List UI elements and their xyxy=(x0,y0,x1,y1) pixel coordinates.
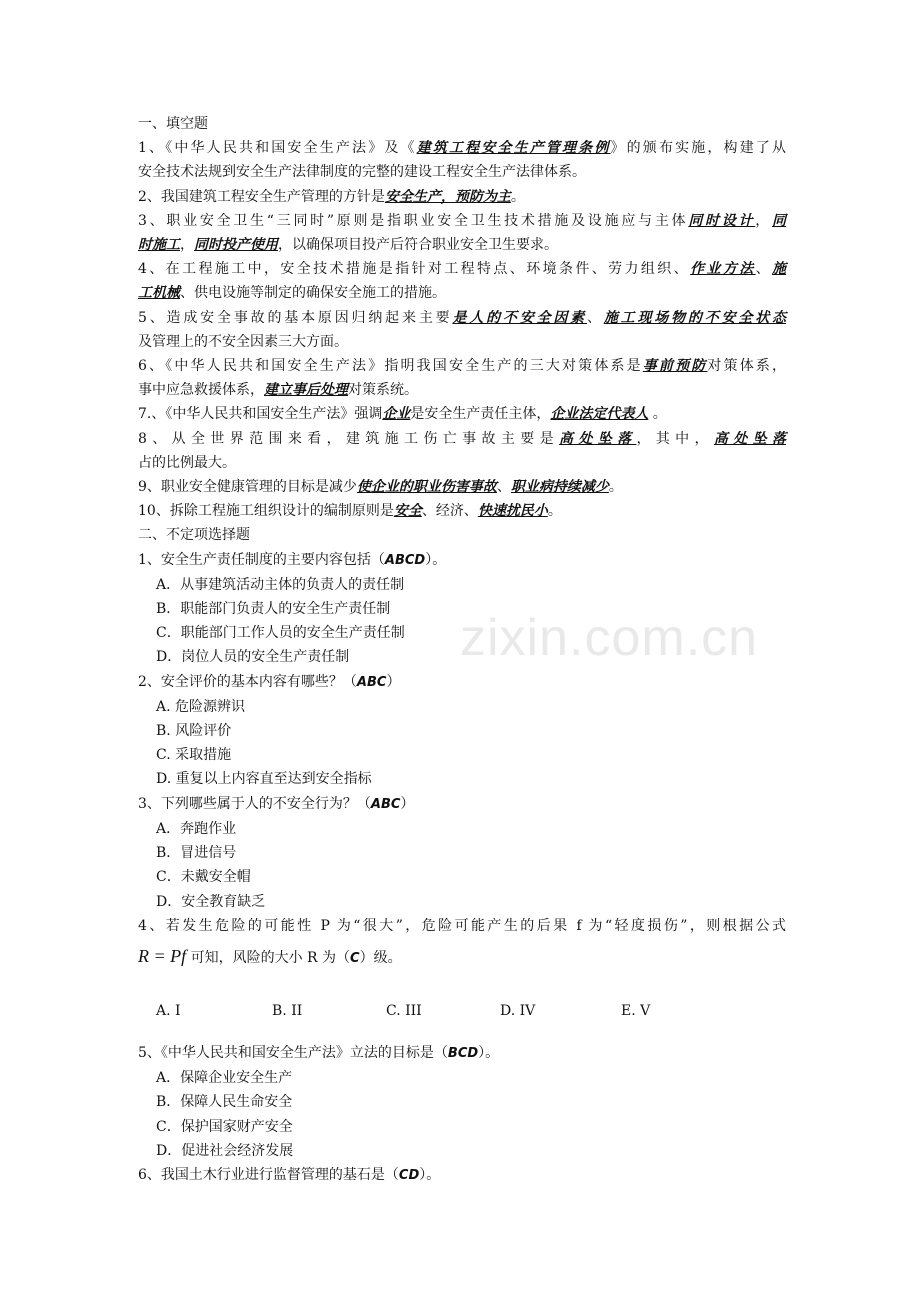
text: ）。 xyxy=(478,1044,500,1061)
text: 6、我国土木行业进行监督管理的基石是（ xyxy=(138,1166,399,1183)
section-title-multiple-choice: 二、不定项选择题 xyxy=(138,527,250,544)
text: 3、职业安全卫生“三同时”原则是指职业安全卫生技术措施及设施应与主体 xyxy=(138,212,689,229)
text: 、 xyxy=(755,261,773,278)
text: ， xyxy=(180,237,194,254)
option-item: B. 风险评价 xyxy=(156,723,232,740)
option-item: C．保护国家财产安全 xyxy=(156,1118,293,1135)
fill-question-3-cont xyxy=(138,233,786,257)
fill-question-2 xyxy=(138,185,786,209)
text: 、 xyxy=(587,309,604,326)
choice-question-4-cont xyxy=(138,938,786,977)
option-item: A．保障企业安全生产 xyxy=(156,1070,293,1087)
text: 对策系统。 xyxy=(348,382,418,399)
text: 1、《中华人民共和国安全生产法》及《 xyxy=(138,140,417,157)
fill-question-9 xyxy=(138,475,786,499)
option-item: D．岗位人员的安全生产责任制 xyxy=(156,649,350,666)
answer: 安全 xyxy=(393,503,422,520)
text: 。 xyxy=(547,503,562,520)
answer: C xyxy=(350,950,360,966)
fill-question-6 xyxy=(138,354,786,378)
text: 、 xyxy=(496,479,511,496)
text: 3、下列哪些属于人的不安全行为？（ xyxy=(138,795,371,812)
option-item: B．冒进信号 xyxy=(156,845,237,862)
text: ） xyxy=(386,673,401,690)
fill-question-7 xyxy=(138,402,786,426)
choice-question-6 xyxy=(138,1163,786,1188)
text: 4、在工程施工中，安全技术措施是指针对工程特点、环境条件、劳力组织、 xyxy=(138,261,691,278)
option-item: A．奔跑作业 xyxy=(156,820,237,837)
option-item: D．安全教育缺乏 xyxy=(156,893,266,910)
text: 、供电设施等制定的确保安全施工的措施。 xyxy=(180,285,446,302)
option-item: C. 采取措施 xyxy=(156,747,232,764)
text: 》的颁布实施，构建了从 xyxy=(610,140,787,157)
fill-question-4-cont xyxy=(138,281,786,305)
text: ）。 xyxy=(419,1166,441,1183)
text: 8、从全世界范围来看，建筑施工伤亡事故主要是 xyxy=(138,430,559,447)
choice-question-1 xyxy=(138,548,786,573)
text: 1、安全生产责任制度的主要内容包括（ xyxy=(138,551,385,568)
text: 5、《中华人民共和国安全生产法》立法的目标是（ xyxy=(138,1044,448,1061)
text: ，其中， xyxy=(636,430,714,447)
text: ）级。 xyxy=(359,949,402,966)
document-page xyxy=(138,112,786,1188)
fill-question-1-cont: 安全技术法规到安全生产法律制度的完整的建设工程安全生产法律体系。 xyxy=(138,164,586,181)
text: 、经济、 xyxy=(421,503,478,520)
answer: 高处坠落 xyxy=(558,430,637,447)
answer: ABCD xyxy=(384,552,426,568)
choice-question-2 xyxy=(138,670,786,695)
fill-question-1 xyxy=(138,136,786,160)
answer: ABC xyxy=(356,674,387,690)
text: ） xyxy=(400,795,415,812)
choice-row xyxy=(138,999,786,1023)
text: 是安全生产责任主体， xyxy=(410,406,551,423)
text: ）。 xyxy=(425,551,447,568)
text: 。 xyxy=(510,188,525,205)
spacer xyxy=(138,1023,786,1041)
option-item: A. I xyxy=(156,1002,181,1019)
text: 5、造成安全事故的基本原因归纳起来主要 xyxy=(138,309,453,326)
answer: ABC xyxy=(370,796,401,812)
text: 9、职业安全健康管理的目标是减少 xyxy=(138,479,357,496)
text: 。 xyxy=(608,479,623,496)
answer: 职业病持续减少 xyxy=(510,479,609,496)
text: ， xyxy=(755,212,773,229)
choice-question-3 xyxy=(138,792,786,817)
answer: 同 xyxy=(772,212,787,229)
fill-question-8-cont: 占的比例最大。 xyxy=(138,454,236,471)
option-item: D．促进社会经济发展 xyxy=(156,1142,294,1159)
answer: 快速扰民小 xyxy=(477,503,548,520)
fill-question-5 xyxy=(138,306,786,330)
text: ，以确保项目投产后符合职业安全卫生要求。 xyxy=(278,237,558,254)
text: 2、安全评价的基本内容有哪些？（ xyxy=(138,673,357,690)
fill-question-5-cont: 及管理上的不安全因素三大方面。 xyxy=(138,333,348,350)
answer: 使企业的职业伤害事故 xyxy=(356,479,497,496)
option-item: D. 重复以上内容直至达到安全指标 xyxy=(156,771,372,788)
answer: 工机械 xyxy=(138,285,180,302)
text: 对策体系， xyxy=(707,358,786,375)
answer: 同时投产使用 xyxy=(194,237,278,254)
answer: CD xyxy=(398,1167,420,1183)
answer: 建立事后处理 xyxy=(264,382,348,399)
answer: BCD xyxy=(447,1045,479,1061)
option-item: E. V xyxy=(621,1002,651,1019)
text: 。 xyxy=(648,406,667,423)
option-item: C．未戴安全帽 xyxy=(156,869,251,886)
answer: 高处坠落 xyxy=(713,430,787,447)
answer: 施 xyxy=(772,261,787,278)
answer: 建筑工程安全生产管理条例 xyxy=(416,140,611,157)
answer: 企业法定代表人 xyxy=(550,406,649,423)
option-item: A. 危险源辨识 xyxy=(156,698,246,715)
option-item: B. II xyxy=(272,1002,303,1019)
text: 2、我国建筑工程安全生产管理的方针是 xyxy=(138,188,385,205)
text: 6、《中华人民共和国安全生产法》指明我国安全生产的三大对策体系是 xyxy=(138,358,643,375)
answer: 同时设计 xyxy=(688,212,756,229)
option-item: C. III xyxy=(386,1002,422,1019)
fill-question-6-cont xyxy=(138,378,786,402)
answer: 时施工 xyxy=(138,237,180,254)
watermark-text: zixin.com.cn xyxy=(460,609,759,667)
section-title-fill-blank: 一、填空题 xyxy=(138,116,208,132)
answer: 企业 xyxy=(382,406,411,423)
choice-question-4: 4、若发生危险的可能性 P 为“很大”，危险可能产生的后果 f 为“轻度损伤”，则根据公式 xyxy=(138,917,786,934)
option-item: B．保障人民生命安全 xyxy=(156,1094,293,1111)
spacer xyxy=(138,977,786,999)
answer: 安全生产，预防为主 xyxy=(384,188,511,205)
fill-question-4 xyxy=(138,257,786,281)
formula: R = Pf xyxy=(138,945,187,966)
answer: 作业方法 xyxy=(690,261,756,278)
text: 7.、《中华人民共和国安全生产法》强调 xyxy=(138,406,383,423)
fill-question-10 xyxy=(138,499,786,523)
option-item: B．职能部门负责人的安全生产责任制 xyxy=(156,601,391,618)
text: 10、拆除工程施工组织设计的编制原则是 xyxy=(138,503,394,520)
answer: 施工现场物的不安全状态 xyxy=(603,309,787,326)
text: 事中应急救援体系， xyxy=(138,382,264,399)
fill-question-3 xyxy=(138,209,786,233)
option-item: A．从事建筑活动主体的负责人的责任制 xyxy=(156,576,405,593)
option-item: D. IV xyxy=(500,1002,536,1019)
fill-question-8 xyxy=(138,427,786,451)
answer: 事前预防 xyxy=(642,358,708,375)
answer: 是人的不安全因素 xyxy=(452,309,587,326)
option-item: C．职能部门工作人员的安全生产责任制 xyxy=(156,625,405,642)
text: 可知，风险的大小 R 为（ xyxy=(186,949,351,966)
choice-question-5 xyxy=(138,1041,786,1066)
